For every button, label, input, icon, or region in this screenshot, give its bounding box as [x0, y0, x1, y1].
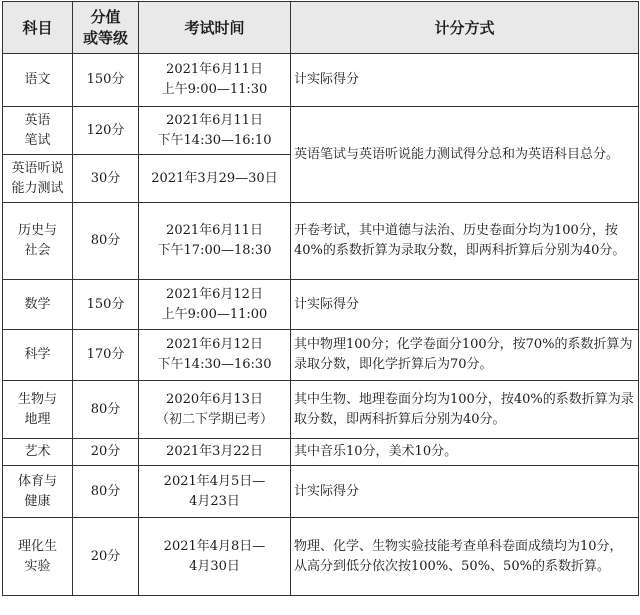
score-cell: 80分	[73, 203, 139, 280]
score-cell: 20分	[73, 439, 139, 466]
header-score-line2: 或等级	[82, 28, 128, 47]
header-score	[73, 2, 139, 54]
time-cell: 2021年4月5日— 4月23日	[139, 466, 291, 518]
table-row	[3, 466, 639, 518]
method-cell: 物理、化学、生物实验技能考查单科卷面成绩均为10分，从高分到低分依次按100%、50%、50%的系数折算。	[291, 518, 639, 596]
subject-cell: 艺术	[3, 439, 73, 466]
table-row	[3, 107, 639, 155]
score-cell: 20分	[73, 518, 139, 596]
time-cell: 2021年4月8日— 4月30日	[139, 518, 291, 596]
method-cell: 开卷考试，其中道德与法治、历史卷面分均为100分，按40%的系数折算为录取分数，即两科折算后分别为40分。	[291, 203, 639, 280]
header-time: 考试时间	[139, 2, 291, 54]
subject-cell: 体育与 健康	[3, 466, 73, 518]
header-method: 计分方式	[291, 2, 639, 54]
time-cell: 2021年6月11日 下午17:00—18:30	[139, 203, 291, 280]
table-row	[3, 280, 639, 330]
table-row	[3, 330, 639, 381]
subject-cell: 历史与 社会	[3, 203, 73, 280]
score-cell: 120分	[73, 107, 139, 155]
time-cell: 2021年6月11日 上午9:00—11:30	[139, 54, 291, 107]
table-row	[3, 381, 639, 439]
table-row	[3, 518, 639, 596]
method-cell: 其中物理100分；化学卷面分100分，按70%的系数折算为录取分数，即化学折算后为70分。	[291, 330, 639, 381]
method-cell: 其中音乐10分，美术10分。	[291, 439, 639, 466]
score-cell: 30分	[73, 155, 139, 203]
score-cell: 150分	[73, 54, 139, 107]
table-row	[3, 203, 639, 280]
subject-cell: 英语听说 能力测试	[3, 155, 73, 203]
score-cell: 80分	[73, 381, 139, 439]
subject-cell: 数学	[3, 280, 73, 330]
time-cell: 2021年3月22日	[139, 439, 291, 466]
exam-score-table	[2, 1, 639, 596]
time-cell: 2020年6月13日 （初二下学期已考）	[139, 381, 291, 439]
subject-cell: 理化生 实验	[3, 518, 73, 596]
subject-cell: 科学	[3, 330, 73, 381]
time-cell: 2021年6月12日 上午9:00—11:00	[139, 280, 291, 330]
method-cell: 英语笔试与英语听说能力测试得分总和为英语科目总分。	[291, 107, 639, 203]
header-score-line1: 分值	[90, 7, 121, 26]
subject-cell: 生物与 地理	[3, 381, 73, 439]
subject-cell: 英语 笔试	[3, 107, 73, 155]
score-cell: 80分	[73, 466, 139, 518]
time-cell: 2021年6月12日 下午14:30—16:30	[139, 330, 291, 381]
score-cell: 170分	[73, 330, 139, 381]
header-subject: 科目	[3, 2, 73, 54]
table-row	[3, 439, 639, 466]
method-cell: 计实际得分	[291, 280, 639, 330]
table-row	[3, 54, 639, 107]
time-cell: 2021年6月11日 下午14:30—16:10	[139, 107, 291, 155]
time-cell: 2021年3月29—30日	[139, 155, 291, 203]
method-cell: 其中生物、地理卷面分均为100分，按40%的系数折算为录取分数，即两科折算后分别为40分。	[291, 381, 639, 439]
method-cell: 计实际得分	[291, 466, 639, 518]
score-cell: 150分	[73, 280, 139, 330]
method-cell: 计实际得分	[291, 54, 639, 107]
table-header-row	[3, 2, 639, 54]
subject-cell: 语文	[3, 54, 73, 107]
